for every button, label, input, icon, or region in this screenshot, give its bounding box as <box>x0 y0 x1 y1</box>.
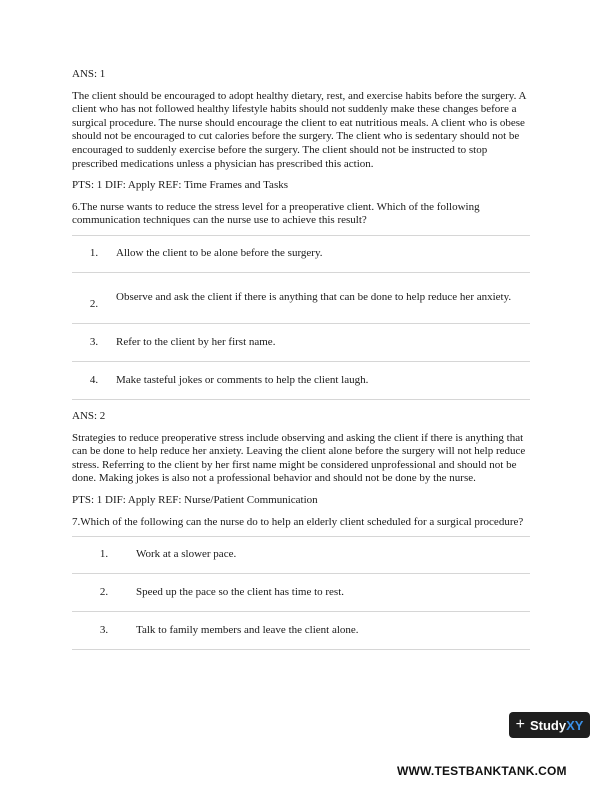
q5-answer: ANS: 1 <box>72 68 106 80</box>
option-number: 3. <box>72 323 116 361</box>
option-text: Observe and ask the client if there is anything that can be done to help reduce her anxiety. <box>116 272 530 323</box>
option-row <box>72 361 530 399</box>
q6-question: 6.The nurse wants to reduce the stress level for a preoperative client. Which of the following communication techniques can the nurse use to achieve this result? <box>72 200 480 227</box>
option-row <box>72 323 530 361</box>
q5-meta: PTS: 1 DIF: Apply REF: Time Frames and Tasks <box>72 179 289 192</box>
option-text: Refer to the client by her first name. <box>116 323 530 361</box>
option-number: 2. <box>72 272 116 323</box>
badge-brand-accent: XY <box>566 717 584 733</box>
option-text: Work at a slower pace. <box>136 537 530 574</box>
plus-icon: + <box>515 716 525 733</box>
option-row <box>72 235 530 272</box>
option-number: 3. <box>72 612 136 650</box>
q7-question: 7.Which of the following can the nurse do to help an elderly client scheduled for a surgical procedure? <box>72 515 524 528</box>
document-body <box>72 68 532 650</box>
studyxy-badge[interactable] <box>509 712 590 738</box>
footer-url: WWW.TESTBANKTANK.COM <box>397 764 567 778</box>
option-text: Talk to family members and leave the client alone. <box>136 612 530 650</box>
option-text: Make tasteful jokes or comments to help the client laugh. <box>116 361 530 399</box>
q7-options-table <box>72 536 530 650</box>
option-row <box>72 537 530 574</box>
option-text: Speed up the pace so the client has time to rest. <box>136 574 530 612</box>
option-row <box>72 612 530 650</box>
option-number: 1. <box>72 235 116 272</box>
option-row <box>72 574 530 612</box>
q6-answer: ANS: 2 <box>72 409 106 422</box>
badge-brand-main: Study <box>529 717 567 733</box>
q6-options-table <box>72 235 530 400</box>
option-row <box>72 272 530 323</box>
q6-meta: PTS: 1 DIF: Apply REF: Nurse/Patient Communication <box>72 493 318 506</box>
option-number: 4. <box>72 361 116 399</box>
option-number: 2. <box>72 574 136 612</box>
q5-rationale: The client should be encouraged to adopt healthy dietary, rest, and exercise habits before the surgery. A client who has not followed healthy lifestyle habits should not suddenly make these changes before a surgical procedure. The nurse should encourage the client to eat nutritious meals. A client who is obese should not be encouraged to cut calories before the surgery. The client who is sedentary should not be encouraged to suddenly exercise before the surgery. The client should not be instructed to stop prescribed medications unless a physician has prescribed this action. <box>72 89 526 170</box>
q6-rationale: Strategies to reduce preoperative stress include observing and asking the client if there is anything that can be done to help reduce her anxiety. Leaving the client alone before the surgery will not help reduce stress. Referring to the client by her first name might be considered unprofessional and should not be done. Making jokes is also not a professional behavior and should not be done by the nurse. <box>72 431 526 485</box>
option-number: 1. <box>72 537 136 574</box>
option-text: Allow the client to be alone before the surgery. <box>116 235 530 272</box>
